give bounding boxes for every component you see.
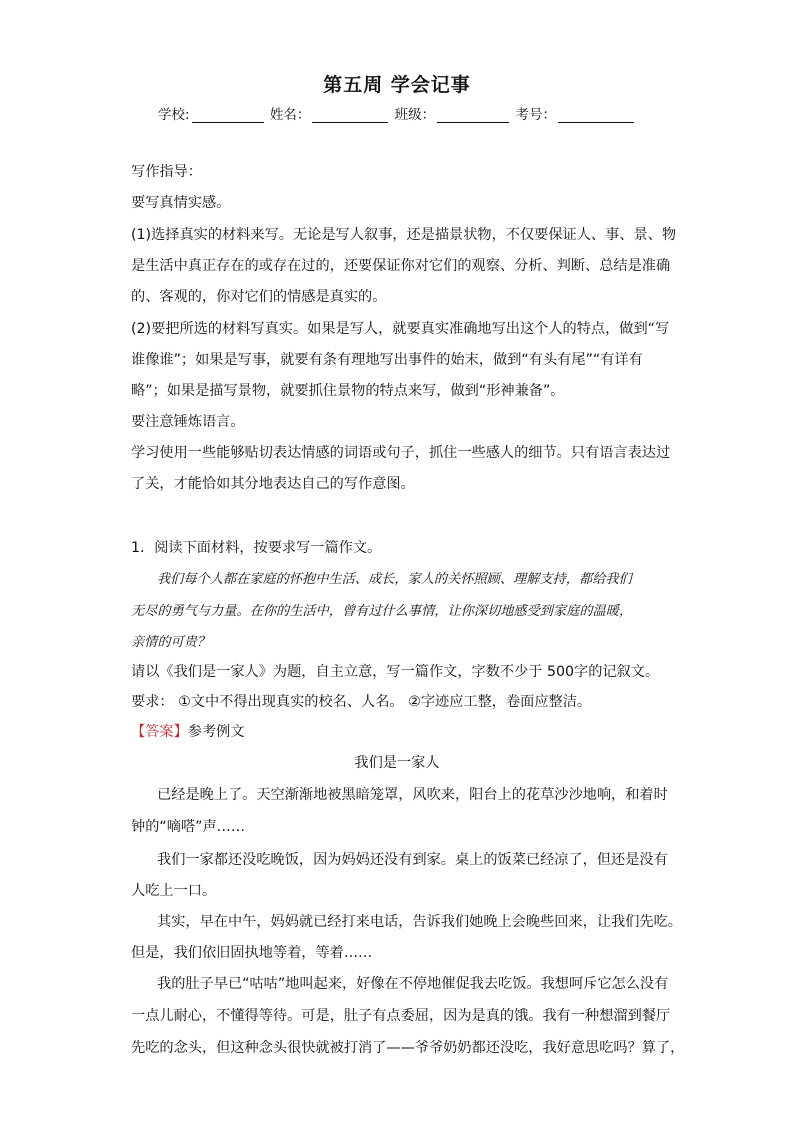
essay-line: 人吃上一口。: [131, 883, 217, 899]
guide-line: 要注意锤炼语言。: [131, 414, 245, 430]
name-blank[interactable]: [312, 108, 388, 123]
essay-line: 我们一家都还没吃晚饭，因为妈妈还没有到家。桌上的饭菜已经凉了，但还是没有: [157, 852, 668, 868]
essay-line: 已经是晚上了。天空渐渐地被黑暗笼罩，风吹来，阳台上的花草沙沙地响，和着时: [157, 787, 668, 803]
essay-line: 但是，我们依旧固执地等着，等着……: [131, 945, 373, 961]
essay-line: 其实，早在中午，妈妈就已经打来电话，告诉我们她晚上会晚些回来，让我们先吃。: [157, 914, 682, 930]
answer-tag: 【答案】: [131, 724, 188, 740]
essay-line: 一点儿耐心，不懂得等待。可是，肚子有点委屈，因为是真的饿。我有一种想溜到餐厅: [131, 1008, 671, 1024]
guide-line: 要写真情实感。: [131, 195, 231, 211]
exam-number-blank[interactable]: [558, 108, 634, 123]
name-label: 姓名：: [269, 107, 311, 123]
essay-line: 我的肚子早已“咕咕”地叫起来，好像在不停地催促我去吃饭。我想呵斥它怎么没有: [157, 976, 669, 992]
guide-line: (1)选择真实的材料来写。无论是写人叙事，还是描景状物，不仅要保证人、事、景、物: [131, 227, 677, 243]
class-blank[interactable]: [437, 108, 509, 123]
essay-line: 先吃的念头，但这种念头很快就被打消了——爷爷奶奶都还没吃，我好意思吃吗？算了，: [131, 1040, 685, 1056]
school-label: 学校:: [158, 107, 190, 123]
requirement-line: 要求： ①文中不得出现真实的校名、人名。 ②字迹应工整，卷面应整洁。: [131, 694, 592, 710]
class-label: 班级：: [394, 107, 436, 123]
guide-line: (2)要把所选的材料写真实。如果是写人，就要真实准确地写出这个人的特点，做到“写: [131, 321, 670, 337]
requirement-line: 请以《我们是一家人》为题，自主立意，写一篇作文，字数不少于 500字的记叙文。: [131, 664, 660, 680]
answer-heading: [131, 721, 245, 741]
student-info-line: [0, 103, 794, 123]
guide-line: 略”；如果是描写景物，就要抓住景物的特点来写，做到“形神兼备”。: [131, 383, 565, 399]
page-title: 第五周 学会记事: [323, 74, 471, 96]
material-line: 亲情的可贵？: [131, 635, 211, 650]
guide-line: 是生活中真正存在的或存在过的，还要保证你对它们的观察、分析、判断、总结是准确: [131, 258, 671, 274]
exam-number-label: 考号：: [515, 107, 556, 123]
material-line: 无尽的勇气与力量。在你的生活中，曾有过什么事情，让你深切地感受到家庭的温暖，: [131, 604, 633, 619]
guide-line: 学习使用一些能够贴切表达情感的词语或句子，抓住一些感人的细节。只有语言表达过: [131, 445, 671, 461]
answer-label: 参考例文: [187, 724, 245, 740]
guide-line: 谁像谁”；如果是写事，就要有条有理地写出事件的始末，做到“有头有尾”“有详有: [131, 352, 643, 368]
question-prompt: 1．阅读下面材料，按要求写一篇作文。: [131, 540, 382, 556]
school-blank[interactable]: [192, 108, 264, 123]
guide-line: 的、客观的，你对它们的情感是真实的。: [131, 289, 387, 305]
guide-heading: 写作指导：: [131, 164, 202, 180]
essay-title: 我们是一家人: [354, 755, 440, 771]
essay-line: 钟的“嘀嗒”声……: [131, 819, 246, 835]
guide-line: 了关，才能恰如其分地表达自己的写作意图。: [131, 476, 415, 492]
material-line: 我们每个人都在家庭的怀抱中生活、成长，家人的关怀照顾、理解支持，都给我们: [157, 572, 632, 587]
